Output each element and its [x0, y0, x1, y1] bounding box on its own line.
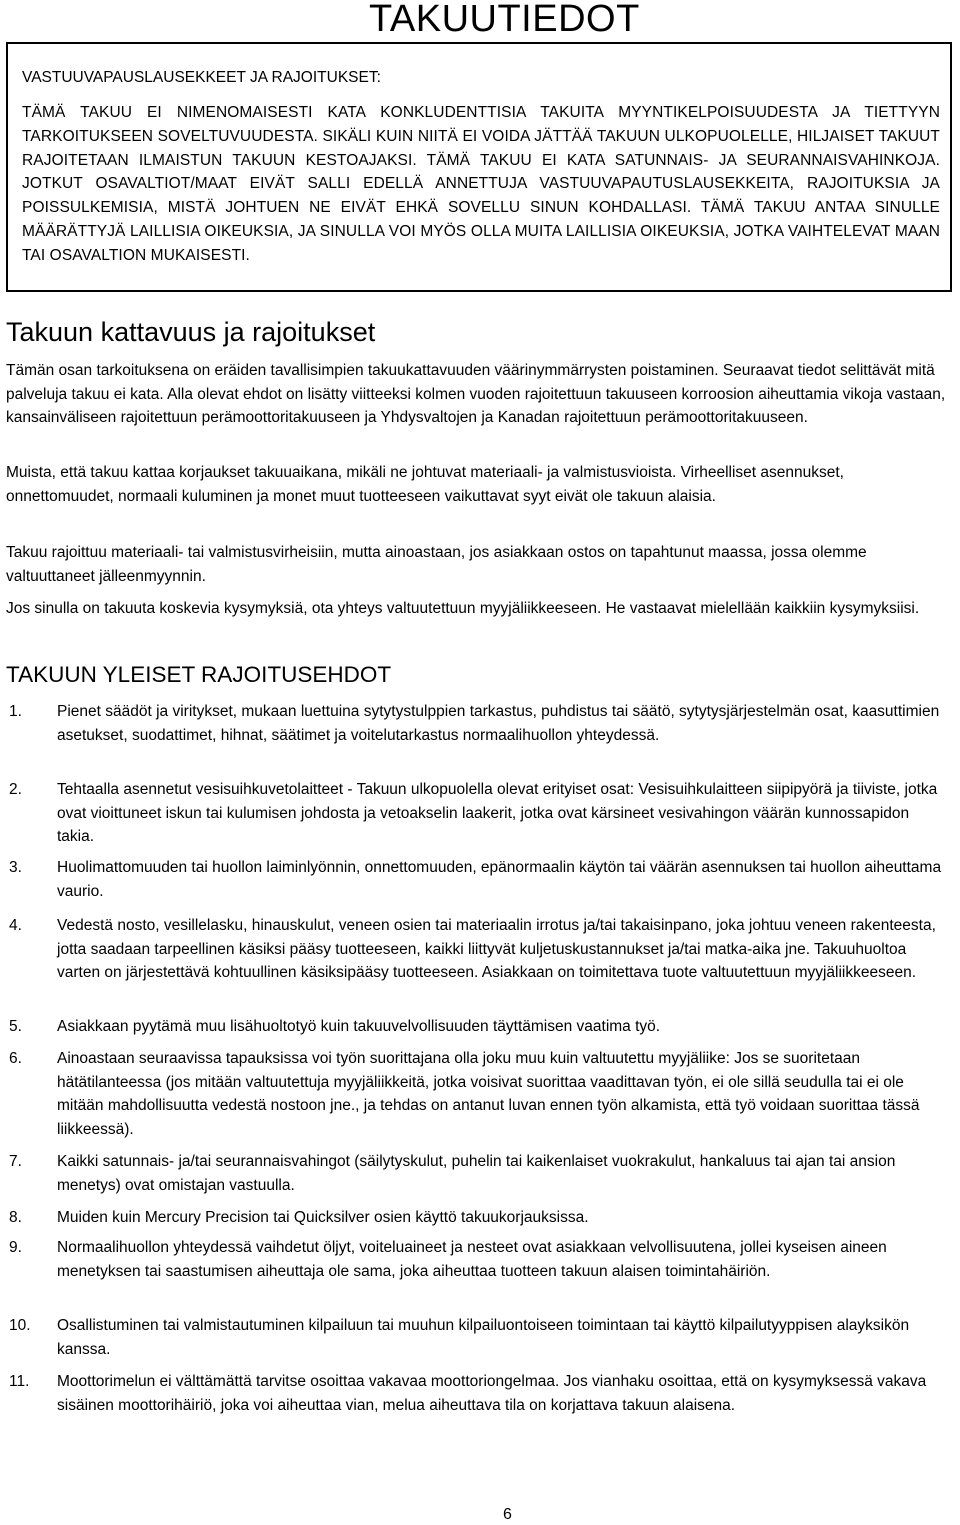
page-number: 6 — [503, 1506, 512, 1523]
list-item-number: 6. — [9, 1050, 22, 1067]
list-item-number: 11. — [9, 1373, 30, 1390]
list-item-text: Asiakkaan pyytämä muu lisähuoltotyö kuin takuuvelvollisuuden täyttämisen vaatima työ. — [57, 1018, 661, 1035]
limits-title: TAKUUN YLEISET RAJOITUSEHDOT — [6, 662, 392, 687]
list-item-text: Muiden kuin Mercury Precision tai Quicksilver osien käyttö takuukorjauksissa. — [57, 1209, 589, 1226]
list-item-number: 9. — [9, 1239, 22, 1256]
list-item — [6, 1236, 956, 1283]
list-item-text: Tehtaalla asennetut vesisuihkuvetolaitteet - Takuun ulkopuolella olevat erityiset osat: Vesisuihkulaitteen siipipyörä ja tiiviste, jotka ovat vioittuneet iskun tai kulumisen johdosta ja vetoakselin laakerit, jotka ovat kärsineet vesivahingon väärän kunnossapidon takia. — [57, 781, 938, 845]
list-item — [6, 914, 956, 985]
list-item-number: 5. — [9, 1018, 22, 1035]
list-item-text: Ainoastaan seuraavissa tapauksissa voi työn suorittajana olla joku muu kuin valtuutettu myyjäliike: Jos se suoritetaan hätätilanteessa (jos mitään valtuutettuja myyjäliikkeitä, jotka voisivat suorittaa vaadittavan työn, ei ole sillä seudulla tai ei ole mitään mahdollisuutta vedestä nostoon jne., ja tehdas on antanut luvan ennen työn alkamista, että työ voidaan suorittaa tässä liikkeessä). — [57, 1050, 920, 1138]
list-item-number: 8. — [9, 1209, 22, 1226]
coverage-paragraph: Muista, että takuu kattaa korjaukset takuuaikana, mikäli ne johtuvat materiaali- ja valmistusvioista. Virheelliset asennukset, onnettomuudet, normaali kuluminen ja monet muut tuotteeseen vaikuttavat syyt eivät ole takuun alaisia. — [6, 464, 844, 505]
page-title: TAKUUTIEDOT — [369, 0, 640, 40]
list-item-number: 2. — [9, 781, 22, 798]
list-item-number: 10. — [9, 1317, 31, 1334]
list-item — [6, 1150, 956, 1197]
disclaimer-heading: VASTUUVAPAUSLAUSEKKEET JA RAJOITUKSET: — [22, 69, 381, 86]
list-item-text: Kaikki satunnais- ja/tai seurannaisvahingot (säilytyskulut, puhelin tai kaikenlaiset vuokrakulut, hankaluus tai ajan tai ansion menetys) ovat omistajan vastuulla. — [57, 1153, 896, 1194]
coverage-paragraph: Takuu rajoittuu materiaali- tai valmistusvirheisiin, mutta ainoastaan, jos asiakkaan ostos on tapahtunut maassa, jossa olemme valtuuttaneet jälleenmyynnin. — [6, 544, 867, 585]
list-item — [6, 1015, 956, 1039]
coverage-title: Takuun kattavuus ja rajoitukset — [6, 317, 376, 347]
list-item-text: Moottorimelun ei välttämättä tarvitse osoittaa vakavaa moottoriongelmaa. Jos vianhaku osoittaa, että on kysymyksessä vakava sisäinen moottorihäiriö, joka voi aiheuttaa vian, melua aiheuttava tila on korjattava takuun alaisena. — [57, 1373, 927, 1414]
list-item — [6, 1206, 956, 1230]
list-item-text: Osallistuminen tai valmistautuminen kilpailuun tai muuhun kilpailuontoiseen toimintaan tai käyttö kilpailutyyppisen alayksikön kanssa. — [57, 1317, 910, 1358]
list-item — [6, 700, 956, 747]
list-item — [6, 1314, 956, 1361]
disclaimer-box — [6, 42, 952, 292]
list-item — [6, 778, 956, 849]
list-item — [6, 1370, 956, 1417]
list-item-text: Vedestä nosto, vesillelasku, hinauskulut, veneen osien tai materiaalin irrotus ja/tai takaisinpano, joka johtuu veneen rakenteesta, jotta saadaan tarpeellinen käsiksi pääsy tuotteeseen, kaikki liittyvät kuljetuskustannukset ja/tai matka-aika jne. Takuuhuoltoa varten on järjestettävä kohtuullinen käsiksipääsy tuotteeseen. Asiakkaan on toimitettava tuote valtuutettuun myyjäliikkeeseen. — [57, 917, 936, 981]
list-item — [6, 856, 956, 903]
disclaimer-text: TÄMÄ TAKUU EI NIMENOMAISESTI KATA KONKLUDENTTISIA TAKUITA MYYNTIKELPOISUUDESTA JA TIETTYYN TARKOITUKSEEN SOVELTUVUUDESTA. SIKÄLI KUIN NIITÄ EI VOIDA JÄTTÄÄ TAKUUN ULKOPUOLELLE, HILJAISET TAKUUT RAJOITETAAN ILMAISTUN TAKUUN KESTOAJAKSI. TÄMÄ TAKUU EI KATA SATUNNAIS- JA SEURANNAISVAHINKOJA. JOTKUT OSAVALTIOT/MAAT EIVÄT SALLI EDELLÄ ANNETTUJA VASTUUVAPAUTUSLAUSEKKEITA, RAJOITUKSIA JA POISSULKEMISIA, MISTÄ JOHTUEN NE EIVÄT EHKÄ SOVELLU SINUN KOHDALLASI. TÄMÄ TAKUU ANTAA SINULLE MÄÄRÄTTYJÄ LAILLISIA OIKEUKSIA, JA SINULLA VOI MYÖS OLLA MUITA LAILLISIA OIKEUKSIA, JOTKA VAIHTELEVAT MAAN TAI OSAVALTION MUKAISESTI. — [22, 104, 940, 264]
list-item-number: 1. — [9, 703, 22, 720]
coverage-paragraph: Tämän osan tarkoituksena on eräiden tavallisimpien takuukattavuuden väärinymmärrysten poistaminen. Seuraavat tiedot selittävät mitä palveluja takuu ei kata. Alla olevat ehdot on lisätty viitteeksi kolmen vuoden rajoitettuun takuuseen korroosion aiheuttamia vikoja vastaan, kansainväliseen rajoitettuun perämoottoritakuuseen ja Yhdysvaltojen ja Kanadan rajoitettuun perämoottoritakuuseen. — [6, 362, 946, 426]
list-item-number: 4. — [9, 917, 22, 934]
list-item-number: 3. — [9, 859, 22, 876]
list-item-text: Normaalihuollon yhteydessä vaihdetut öljyt, voiteluaineet ja nesteet ovat asiakkaan velvollisuutena, jollei kyseisen aineen menetyksen tai saastumisen aiheuttaja ole sama, joka aiheuttaa tuotteen takuun alaisen toimintahäiriön. — [57, 1239, 887, 1280]
list-item-text: Huolimattomuuden tai huollon laiminlyönnin, onnettomuuden, epänormaalin käytön tai väärän asennuksen tai huollon aiheuttama vaurio. — [57, 859, 942, 900]
coverage-paragraph: Jos sinulla on takuuta koskevia kysymyksiä, ota yhteys valtuutettuun myyjäliikkeeseen. He vastaavat mielellään kaikkiin kysymyksiisi. — [6, 600, 920, 617]
list-item-number: 7. — [9, 1153, 22, 1170]
list-item — [6, 1047, 956, 1141]
list-item-text: Pienet säädöt ja viritykset, mukaan luettuina sytytystulppien tarkastus, puhdistus tai säätö, sytytysjärjestelmän osat, kaasuttimien asetukset, suodattimet, hihnat, säätimet ja voitelutarkastus normaalihuollon yhteydessä. — [57, 703, 940, 744]
